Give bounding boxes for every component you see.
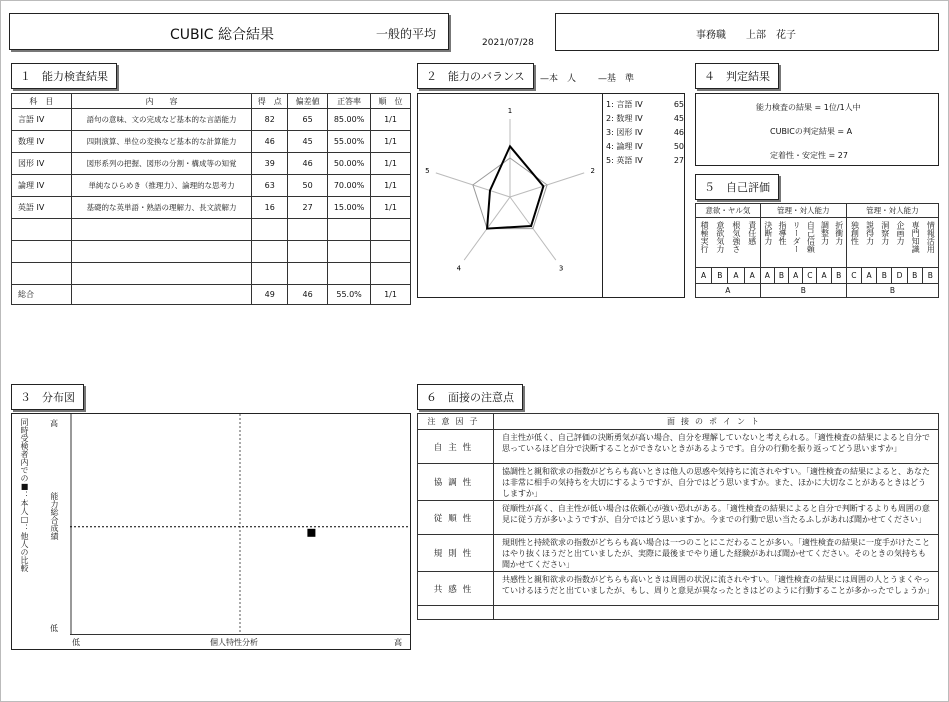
item-label: 情報活用 [926, 221, 936, 253]
item-label: 調整力 [820, 221, 830, 245]
score-cell: 63 [252, 175, 288, 197]
item-label: 責任感 [747, 221, 757, 245]
grade-cell: B [712, 268, 728, 284]
judgement-ability: 能力検査の結果 = 1位/1人中 [756, 103, 861, 112]
table-row [418, 572, 939, 606]
col-rate: 正答率 [328, 94, 371, 109]
y-high-label: 高 [50, 419, 58, 428]
report-title: CUBIC 総合結果 [170, 27, 274, 43]
deviation-cell: 50 [288, 175, 328, 197]
section4-title: ４ 判定結果 [695, 63, 779, 89]
item-label: 自己信頼 [806, 221, 816, 253]
content-cell: 基礎的な英単語・熟語の理解力、長文読解力 [71, 197, 251, 219]
col-rank: 順 位 [371, 94, 411, 109]
deviation-cell: 27 [288, 197, 328, 219]
examinee-name: 上部 花子 [746, 30, 796, 41]
empty-row [12, 263, 411, 285]
radar-axis-label: 4 [456, 264, 462, 273]
factor-cell: 従順性 [418, 501, 494, 535]
deviation-cell: 65 [288, 109, 328, 131]
grade-cell: A [728, 268, 744, 284]
grade-cell: A [861, 268, 876, 284]
balance-item: 2: 数理 IV 45 [606, 114, 684, 123]
factor-cell: 規則性 [418, 535, 494, 572]
grade-cell: C [846, 268, 861, 284]
content-cell: 語句の意味、文の完成など基本的な言語能力 [71, 109, 251, 131]
examinee-box [555, 13, 939, 51]
table-row [418, 501, 939, 535]
distribution-y-caption: 同時受検者内での■：本人□：他人の比較 [20, 418, 29, 572]
item-label: 企画力 [895, 221, 905, 245]
item-label: 意欲気力 [715, 221, 725, 253]
balance-list [606, 98, 684, 168]
rank-cell: 1/1 [371, 153, 411, 175]
job-type: 事務職 [696, 30, 726, 41]
group-motivation: 意欲・ヤル気 [696, 204, 761, 218]
overall-grade: A [696, 284, 761, 298]
x-low-label: 低 [72, 638, 80, 647]
rate-cell: 15.00% [328, 197, 371, 219]
rank-cell: 1/1 [371, 109, 411, 131]
point-cell: 共感性と親和欲求の指数がどちらも高いときは周囲の状況に流されやすい。「適性検査の結果には周囲の人とうまくやっていけるほうだと出ていましたが、もし、周りと意見が異なったときはどのように行動することが多かったでしょうか」 [494, 572, 939, 606]
item-label: 決断力 [763, 221, 773, 245]
subject-cell: 英語 IV [12, 197, 72, 219]
item-label: 折衝力 [834, 221, 844, 245]
grade-cell: B [922, 268, 938, 284]
score-cell: 39 [252, 153, 288, 175]
balance-item: 5: 英語 IV 27 [606, 156, 684, 165]
grade-cell: B [774, 268, 788, 284]
subject-cell: 図形 IV [12, 153, 72, 175]
factor-cell: 自主性 [418, 430, 494, 464]
point-cell: 自主性が低く、自己評価の決断勇気が高い場合、自分を理解していないと考えられる。「適性検査の結果によると自分で思っているほど自分で決断することができないときがあるようです。自分の行動を振り返ってどう思いますか」 [494, 430, 939, 464]
grade-cell: A [760, 268, 774, 284]
legend-standard: —基 準 [598, 74, 635, 84]
table-row [12, 175, 411, 197]
total-deviation: 46 [288, 285, 328, 305]
radar-chart [418, 94, 603, 297]
title-box [9, 13, 449, 50]
ability-table-header [12, 94, 411, 109]
col-point: 面接のポイント [494, 414, 939, 430]
content-cell: 四則演算、単位の変換など基本的な計算能力 [71, 131, 251, 153]
point-cell: 従順性が高く、自主性が低い場合は依頼心が強い恐れがある。「適性検査の結果によると自分で判断するよりも周囲の意見に従う方が多いようですが、自分ではどう思いますか。今までの行動で思い当たるふしがあれば聞かせてください」 [494, 501, 939, 535]
grade-cell: B [831, 268, 846, 284]
rate-cell: 70.00% [328, 175, 371, 197]
score-cell: 82 [252, 109, 288, 131]
rate-cell: 85.00% [328, 109, 371, 131]
content-cell: 単純なひらめき（推理力）、論理的な思考力 [71, 175, 251, 197]
point-cell: 規則性と持続欲求の指数がどちらも高い場合は一つのことにこだわることが多い。「適性検査の結果に一度手がけたことはやり抜くほうだと出ていましたが、実際に最後までやり通した経験があれば聞かせてください。そのときの気持ちも聞かせてください」 [494, 535, 939, 572]
overall-grade: B [760, 284, 846, 298]
self-evaluation-table [695, 203, 939, 298]
table-row [12, 153, 411, 175]
deviation-cell: 45 [288, 131, 328, 153]
grade-cell: C [803, 268, 817, 284]
item-label: リーダー [792, 221, 802, 253]
radar-axis-label: 3 [558, 264, 564, 273]
radar-axis-label: 1 [507, 107, 513, 115]
empty-row [12, 241, 411, 263]
total-rank: 1/1 [371, 285, 411, 305]
total-row [12, 285, 411, 305]
section6-title: ６ 面接の注意点 [417, 384, 523, 410]
interview-table [417, 413, 939, 620]
score-cell: 16 [252, 197, 288, 219]
subject-cell: 言語 IV [12, 109, 72, 131]
content-cell: 図形系列の把握、図形の分割・構成等の知覚 [71, 153, 251, 175]
item-label: 指導性 [778, 221, 787, 245]
grade-cell: D [892, 268, 907, 284]
balance-divider [602, 94, 603, 297]
item-label: 独創性 [850, 221, 860, 245]
x-axis-line [70, 634, 410, 635]
table-row [12, 197, 411, 219]
distribution-panel [11, 413, 411, 650]
subject-cell: 数理 IV [12, 131, 72, 153]
rank-cell: 1/1 [371, 131, 411, 153]
judgement-cubic: CUBICの判定結果 = A [770, 127, 853, 136]
col-content: 内 容 [71, 94, 251, 109]
ability-table [11, 93, 411, 305]
deviation-cell: 46 [288, 153, 328, 175]
item-label: 積極実行 [699, 221, 709, 253]
grade-cell: A [744, 268, 760, 284]
point-cell: 協調性と親和欲求の指数がどちらも高いときは他人の思惑や気持ちに流されやすい。「適性検査の結果によると、あなたは非常に相手の気持ちを大切にするようですが、自分ではどう思いますか。また、ほかに大切なことがあるときはどうしますか」 [494, 464, 939, 501]
balance-item: 1: 言語 IV 65 [606, 100, 684, 109]
total-label: 総合 [12, 285, 72, 305]
empty-row [418, 606, 939, 620]
item-label: 洞察力 [880, 221, 890, 245]
subject-cell: 論理 IV [12, 175, 72, 197]
rank-cell: 1/1 [371, 197, 411, 219]
report-subtitle: 一般的平均 [376, 27, 437, 41]
y-axis-label: 能力総合成績 [50, 492, 59, 540]
judgement-box [695, 93, 939, 166]
x-high-label: 高 [394, 638, 402, 647]
item-label: 専門知識 [911, 221, 921, 253]
section2-title: ２ 能力のバランス [417, 63, 534, 89]
radar-axis-label: 5 [425, 167, 430, 176]
section3-title: ３ 分布図 [11, 384, 84, 410]
total-score: 49 [252, 285, 288, 305]
factor-cell: 協調性 [418, 464, 494, 501]
report-date: 2021/07/28 [482, 38, 534, 48]
table-row [418, 535, 939, 572]
col-deviation: 偏差値 [288, 94, 328, 109]
empty-row [12, 219, 411, 241]
balance-panel [417, 93, 685, 298]
item-label: 説得力 [865, 221, 875, 245]
distribution-chart [70, 414, 410, 634]
table-row [12, 131, 411, 153]
grade-cell: B [907, 268, 922, 284]
factor-cell: 共感性 [418, 572, 494, 606]
balance-item: 4: 論理 IV 50 [606, 142, 684, 151]
rate-cell: 50.00% [328, 153, 371, 175]
section1-title: １ 能力検査結果 [11, 63, 117, 89]
col-factor: 注意因子 [418, 414, 494, 430]
score-cell: 46 [252, 131, 288, 153]
y-low-label: 低 [50, 624, 58, 633]
balance-item: 3: 図形 IV 46 [606, 128, 684, 137]
group-management-1: 管理・対人能力 [760, 204, 846, 218]
rank-cell: 1/1 [371, 175, 411, 197]
radar-axis-label: 2 [590, 167, 595, 176]
rate-cell: 55.00% [328, 131, 371, 153]
section5-title: ５ 自己評価 [695, 174, 779, 200]
grade-cell: B [877, 268, 892, 284]
col-subject: 科 目 [12, 94, 72, 109]
table-row [12, 109, 411, 131]
overall-grade: B [846, 284, 938, 298]
col-score: 得 点 [252, 94, 288, 109]
table-row [418, 464, 939, 501]
table-row [418, 430, 939, 464]
grade-cell: A [817, 268, 831, 284]
grade-cell: A [789, 268, 803, 284]
x-axis-label: 個人特性分析 [210, 638, 258, 647]
item-label: 根気強さ [731, 221, 741, 253]
total-rate: 55.0% [328, 285, 371, 305]
legend-person: —本 人 [540, 74, 577, 84]
interview-header [418, 414, 939, 430]
judgement-stability: 定着性・安定性 = 27 [770, 151, 848, 160]
self-point [307, 529, 315, 537]
group-management-2: 管理・対人能力 [846, 204, 938, 218]
grade-cell: A [696, 268, 712, 284]
